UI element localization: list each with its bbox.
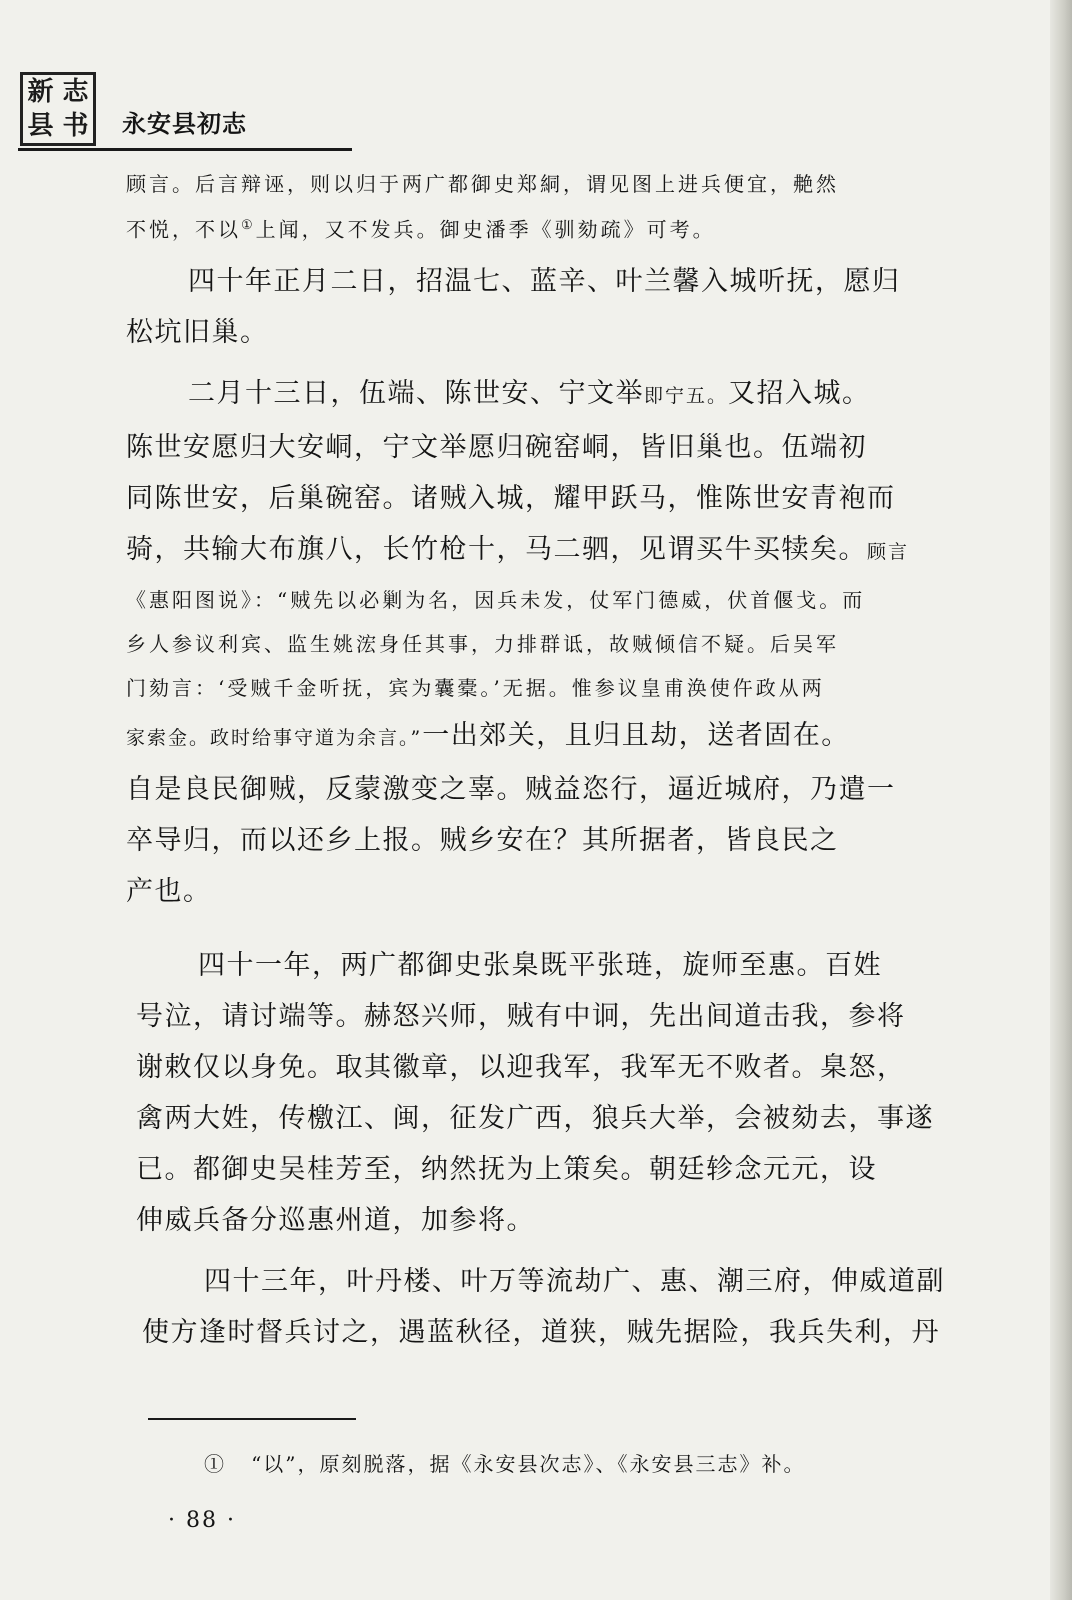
- text-line: 自是良民御贼，反蒙激变之辜。贼益恣行，逼近城府，乃遣一: [126, 774, 896, 805]
- text-span: 又招入城。: [728, 378, 871, 409]
- text-span: 不悦，不以: [126, 217, 241, 242]
- text-line: 四十三年，叶丹楼、叶万等流劫广、惠、潮三府，伸威道副: [204, 1266, 945, 1297]
- note-line: 《惠阳图说》：“贼先以必剿为名，因兵未发，仗军门德威，伏首偃戈。而: [126, 588, 866, 612]
- inline-note: 即宁五。: [644, 385, 729, 407]
- footnote-marker: ①: [204, 1452, 226, 1476]
- text-line: 四十年正月二日，招温七、蓝辛、叶兰馨入城听抚，愿归: [188, 266, 901, 297]
- text-span: 骑，共输大布旗八，长竹枪十，马二驷，见谓买牛买犊矣。: [126, 534, 867, 565]
- header-rule: [18, 148, 352, 151]
- footnote-rule: [148, 1418, 356, 1420]
- note-line: 门劾言：‘受贼千金听抚，宾为囊橐。’无据。惟参议皇甫涣使仵政从两: [126, 676, 825, 700]
- seal-char: 新: [27, 77, 54, 107]
- text-line: 号泣，请讨端等。赫怒兴师，贼有中诇，先出间道击我，参将: [136, 1001, 906, 1032]
- text-line: 顾言。后言辩诬，则以归于两广都御史郑絧，谓见图上进兵便宜，艴然: [126, 172, 839, 196]
- text-line: 陈世安愿归大安峒，宁文举愿归碗窑峒，皆旧巢也。伍端初: [126, 432, 867, 463]
- seal-char: 书: [62, 111, 89, 141]
- paragraph-2: [126, 256, 901, 358]
- text-line: 使方逢时督兵讨之，遇蓝秋径，道狭，贼先据险，我兵失利，丹: [142, 1317, 940, 1348]
- page-edge-shadow: [1050, 0, 1072, 1600]
- seal-logo: [20, 72, 96, 146]
- note-line: 乡人参议利宾、监生姚浤身任其事，力排群诋，故贼倾信不疑。后吴军: [126, 632, 839, 656]
- running-header-title: 永安县初志: [122, 110, 247, 138]
- seal-char: 志: [62, 77, 89, 107]
- text-line: 禽两大姓，传檄江、闽，征发广西，狼兵大举，会被劾去，事遂: [136, 1103, 934, 1134]
- text-line: 同陈世安，后巢碗窑。诸贼入城，耀甲跃马，惟陈世安青袍而: [126, 483, 896, 514]
- footnote: [204, 1448, 806, 1477]
- text-line: 已。都御史吴桂芳至，纳然抚为上策矣。朝廷轸念元元，设: [136, 1154, 877, 1185]
- text-line: 产也。: [126, 876, 212, 907]
- text-line: 谢敕仅以身免。取其徽章，以迎我军，我军无不败者。臬怒，: [136, 1052, 906, 1083]
- text-line: [126, 205, 839, 251]
- text-span: 上闻，又不发兵。御史潘季《驯劾疏》可考。: [255, 217, 716, 242]
- paragraph-1: [126, 164, 839, 251]
- page-number: · 88 ·: [168, 1508, 236, 1533]
- text-span: 一出郊关，且归且劫，送者固在。: [422, 720, 850, 751]
- text-span: 二月十三日，伍端、陈世安、宁文举: [188, 378, 644, 409]
- text-line: 伸威兵备分巡惠州道，加参将。: [136, 1205, 535, 1236]
- footnote-ref: ①: [241, 218, 256, 233]
- text-line: 卒导归，而以还乡上报。贼乡安在？其所据者，皆良民之: [126, 825, 839, 856]
- paragraph-3: [126, 368, 909, 917]
- footnote-text: “以”，原刻脱落，据《永安县次志》、《永安县三志》补。: [251, 1452, 806, 1476]
- text-line: [126, 368, 909, 422]
- paragraph-5: [142, 1256, 945, 1358]
- text-line: [126, 524, 909, 578]
- text-line: [126, 710, 909, 764]
- inline-note: 家索金。政时给事守道为余言。”: [126, 727, 423, 749]
- text-line: 松坑旧巢。: [126, 317, 269, 348]
- text-line: 四十一年，两广都御史张臬既平张琏，旋师至惠。百姓: [198, 950, 882, 981]
- inline-note: 顾言: [867, 541, 910, 563]
- seal-char: 县: [27, 111, 54, 141]
- paragraph-4: [136, 940, 934, 1246]
